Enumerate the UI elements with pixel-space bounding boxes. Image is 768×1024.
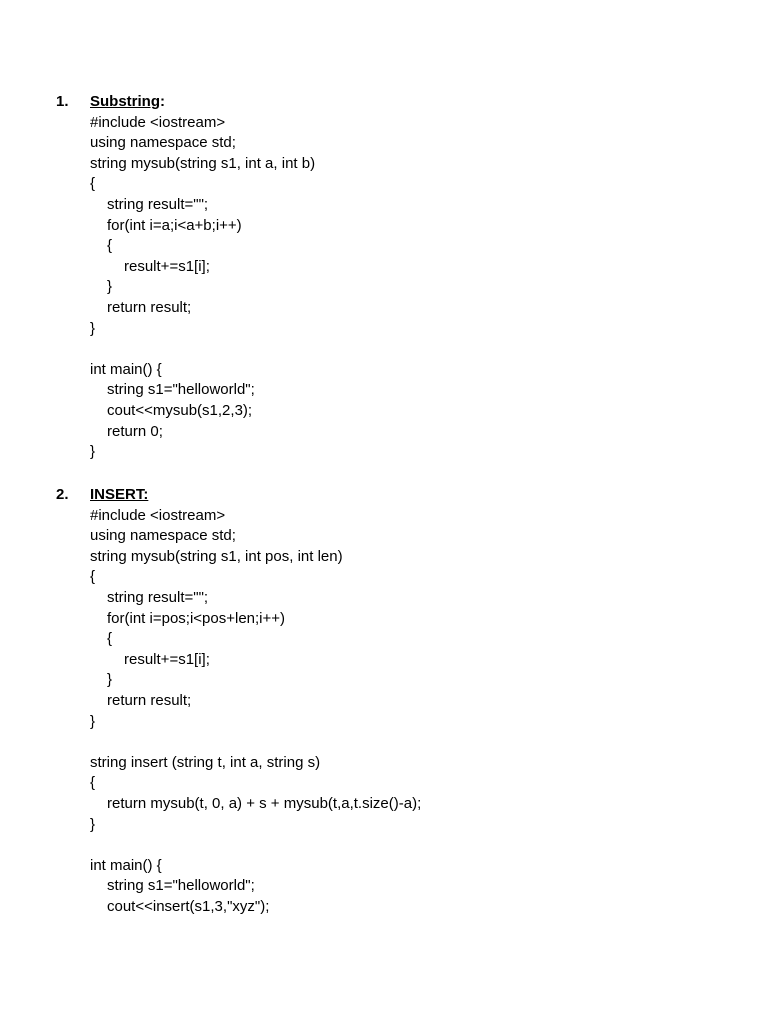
code-line: {	[90, 568, 96, 586]
code-line: return 0;	[107, 422, 163, 440]
code-line: }	[90, 815, 96, 833]
code-line: return result;	[107, 691, 192, 709]
code-line: string insert (string t, int a, string s)	[90, 753, 321, 771]
code-block	[0, 113, 768, 463]
section-number: 2.	[56, 486, 69, 503]
code-line: using namespace std;	[90, 527, 236, 545]
section-title-text: INSERT:	[90, 486, 149, 503]
code-line: for(int i=pos;i<pos+len;i++)	[107, 609, 286, 627]
code-line: cout<<insert(s1,3,"xyz");	[107, 897, 270, 915]
code-line: using namespace std;	[90, 134, 236, 152]
code-line: #include <iostream>	[90, 506, 226, 524]
code-block	[0, 506, 768, 918]
code-line: }	[107, 671, 113, 689]
code-line: return mysub(t, 0, a) + s + mysub(t,a,t.size()-a);	[107, 794, 422, 812]
code-line: int main() {	[90, 360, 162, 378]
code-line: #include <iostream>	[90, 113, 226, 131]
section-insert	[0, 485, 768, 917]
code-line: }	[90, 712, 96, 730]
section-heading	[0, 485, 768, 506]
code-line: }	[90, 443, 96, 461]
section-number: 1.	[56, 93, 69, 110]
code-line: {	[90, 774, 96, 792]
section-heading	[0, 92, 768, 113]
code-line: {	[90, 175, 96, 193]
code-line: {	[107, 237, 113, 255]
code-line: result+=s1[i];	[124, 257, 210, 275]
section-title	[90, 485, 148, 506]
code-line: result+=s1[i];	[124, 650, 210, 668]
code-line	[0, 835, 768, 856]
code-line: string result="";	[107, 588, 209, 606]
code-line: }	[107, 278, 113, 296]
code-line	[0, 732, 768, 753]
code-line: {	[107, 630, 113, 648]
code-line: string s1="helloworld";	[107, 877, 255, 895]
code-line: string result="";	[107, 195, 209, 213]
code-line: int main() {	[90, 856, 162, 874]
code-line: return result;	[107, 298, 192, 316]
code-line: string mysub(string s1, int pos, int len)	[90, 547, 343, 565]
code-line: for(int i=a;i<a+b;i++)	[107, 216, 242, 234]
code-line: string mysub(string s1, int a, int b)	[90, 154, 316, 172]
section-title-colon: :	[160, 93, 165, 110]
code-line: cout<<mysub(s1,2,3);	[107, 401, 253, 419]
code-line	[0, 339, 768, 360]
section-title	[90, 92, 165, 113]
section-substring	[0, 92, 768, 463]
code-line: string s1="helloworld";	[107, 381, 255, 399]
code-line: }	[90, 319, 96, 337]
section-title-text: Substring	[90, 93, 160, 110]
